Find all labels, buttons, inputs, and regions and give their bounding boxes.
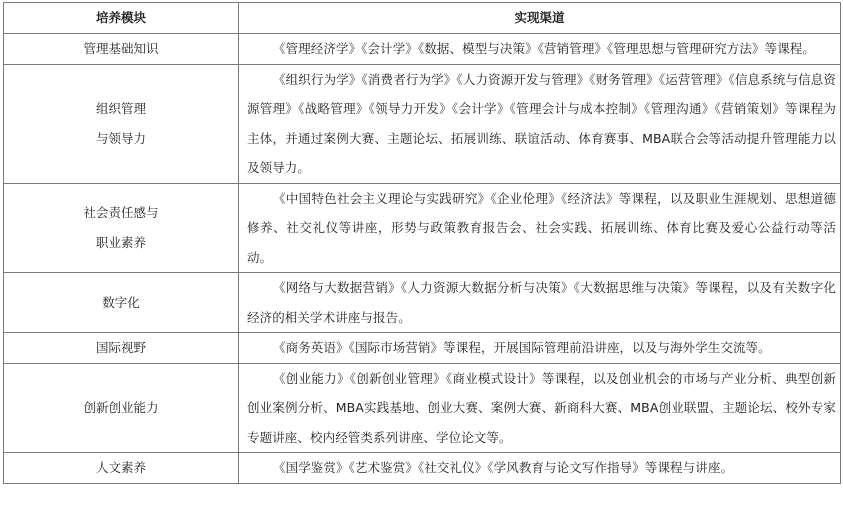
module-cell bbox=[4, 64, 239, 183]
table-row bbox=[4, 34, 841, 65]
module-cell bbox=[4, 363, 239, 453]
channel-cell: 《网络与大数据营销》《人力资源大数据分析与决策》《大数据思维与决策》等课程，以及有关数字化经济的相关学术讲座与报告。 bbox=[239, 273, 841, 333]
module-name: 创新创业能力 bbox=[83, 400, 159, 415]
module-cell bbox=[4, 453, 239, 484]
module-name-line2: 职业素养 bbox=[95, 234, 146, 250]
module-cell bbox=[4, 273, 239, 333]
channel-cell: 《组织行为学》《消费者行为学》《人力资源开发与管理》《财务管理》《运营管理》《信息系统与信息资源管理》《战略管理》《领导力开发》《会计学》《管理会计与成本控制》《管理沟通》《营销策划》等课程为主体，并通过案例大赛、主题论坛、拓展训练、联谊活动、体育赛事、MBA联合会等活动提升管理能力以及领导力。 bbox=[239, 64, 841, 183]
header-channel: 实现渠道 bbox=[239, 3, 841, 34]
module-cell bbox=[4, 183, 239, 273]
module-name: 管理基础知识 bbox=[83, 41, 159, 56]
table-row bbox=[4, 453, 841, 484]
channel-cell: 《管理经济学》《会计学》《数据、模型与决策》《营销管理》《管理思想与管理研究方法》等课程。 bbox=[239, 34, 841, 65]
module-cell bbox=[4, 34, 239, 65]
module-name: 数字化 bbox=[102, 294, 140, 310]
header-module: 培养模块 bbox=[4, 3, 239, 34]
module-name: 人文素养 bbox=[95, 460, 146, 475]
module-cell bbox=[4, 333, 239, 364]
table-row bbox=[4, 64, 841, 183]
module-name: 组织管理 bbox=[95, 101, 146, 116]
table-row bbox=[4, 273, 841, 333]
channel-cell: 《国学鉴赏》《艺术鉴赏》《社交礼仪》《学风教育与论文写作指导》等课程与讲座。 bbox=[239, 453, 841, 484]
module-name-line2: 与领导力 bbox=[95, 130, 146, 146]
module-name: 社会责任感与 bbox=[83, 205, 159, 221]
table-header-row bbox=[4, 3, 841, 34]
table-row bbox=[4, 333, 841, 364]
table-row bbox=[4, 363, 841, 453]
channel-cell: 《创业能力》《创新创业管理》《商业模式设计》等课程，以及创业机会的市场与产业分析、典型创新创业案例分析、MBA实践基地、创业大赛、案例大赛、新商科大赛、MBA创业联盟、主题论坛、校外专家专题讲座、校内经管类系列讲座、学位论文等。 bbox=[239, 363, 841, 453]
channel-cell: 《商务英语》《国际市场营销》等课程，开展国际管理前沿讲座，以及与海外学生交流等。 bbox=[239, 333, 841, 364]
module-name: 国际视野 bbox=[95, 340, 146, 355]
channel-cell: 《中国特色社会主义理论与实践研究》《企业伦理》《经济法》等课程，以及职业生涯规划、思想道德修养、社交礼仪等讲座，形势与政策教育报告会、社会实践、拓展训练、体育比赛及爱心公益行动等活动。 bbox=[239, 183, 841, 273]
table-row bbox=[4, 183, 841, 273]
training-module-table bbox=[3, 2, 841, 484]
